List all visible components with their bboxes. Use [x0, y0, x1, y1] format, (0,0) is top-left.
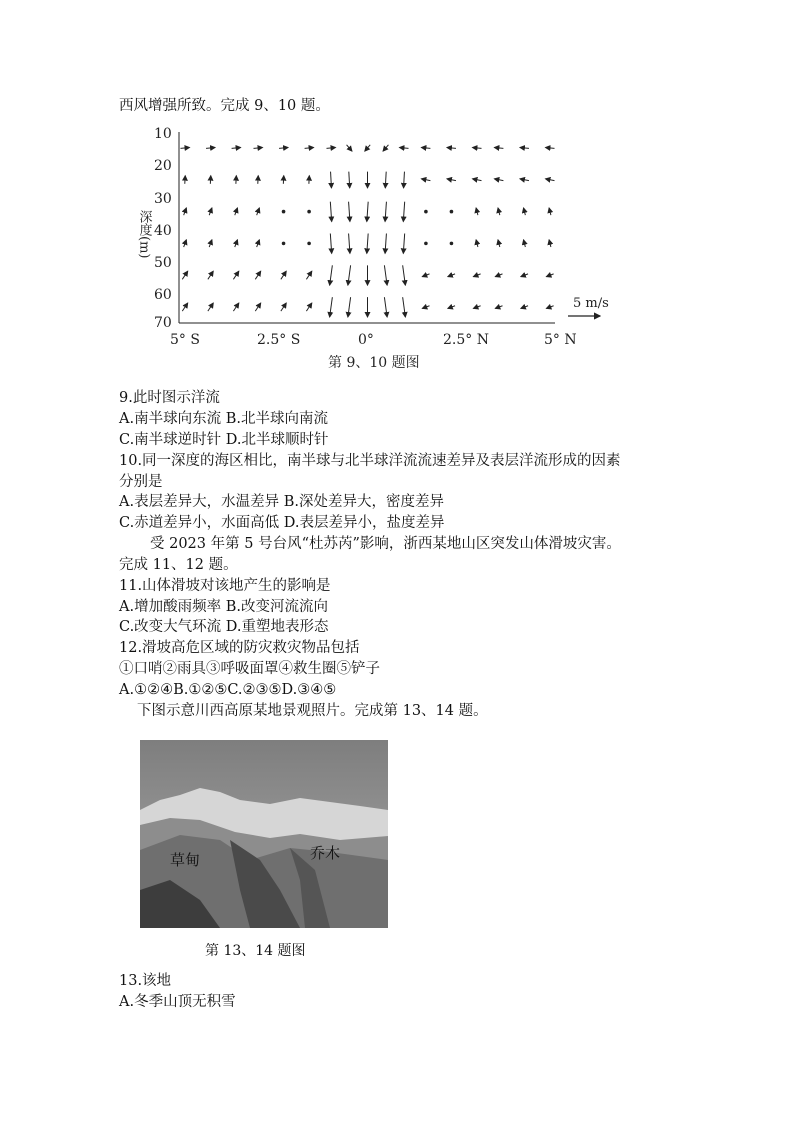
- photo-caption: 第 13、14 题图: [205, 943, 306, 959]
- vector-arrow: [422, 306, 429, 309]
- vector-arrow: [494, 179, 503, 181]
- vector-arrow: [546, 147, 555, 148]
- vector-arrow: [184, 208, 187, 215]
- vector-arrow: [327, 147, 336, 148]
- y-tick: 50: [154, 255, 172, 271]
- vector-arrow: [549, 208, 551, 215]
- landscape-photo: [140, 740, 388, 928]
- vector-arrow: [494, 147, 503, 148]
- vector-arrow: [330, 202, 331, 222]
- y-tick: 20: [154, 158, 172, 174]
- vector-arrow: [281, 271, 286, 279]
- vector-arrow: [365, 145, 370, 151]
- vector-arrow: [349, 172, 350, 188]
- vector-arrow: [235, 208, 238, 215]
- vector-arrow: [255, 271, 260, 279]
- vector-arrow: [520, 179, 529, 181]
- vector-arrow: [546, 306, 553, 309]
- vector-arrow: [347, 145, 352, 151]
- vector-arrow: [495, 306, 502, 309]
- vector-dot: [282, 242, 286, 246]
- q12-items: ①口哨②雨具③呼吸面罩④救生圈⑤铲子: [119, 661, 380, 677]
- figure-caption: 第 9、10 题图: [328, 355, 420, 371]
- q9-options-2: C.南半球逆时针 D.北半球顺时针: [119, 432, 329, 448]
- x-tick: 0°: [358, 332, 374, 348]
- vector-dot: [282, 210, 286, 214]
- vector-arrow: [403, 297, 406, 317]
- vector-arrow: [521, 274, 528, 277]
- vector-arrow: [385, 172, 386, 188]
- q12-options: A.①②④B.①②⑤C.②③⑤D.③④⑤: [119, 682, 337, 698]
- passage-typhoon: 受 2023 年第 5 号台风“杜苏芮”影响，浙西某地山区突发山体滑坡灾害。: [150, 536, 621, 552]
- vector-arrow: [254, 147, 263, 148]
- vector-dot: [307, 210, 311, 214]
- q10-stem-1: 10.同一深度的海区相比，南半球与北半球洋流流速差异及表层洋流形成的因素: [119, 453, 621, 469]
- scale-label: 5 m/s: [573, 296, 609, 311]
- vector-arrow: [404, 172, 405, 188]
- vector-arrow: [524, 240, 526, 247]
- vector-arrow: [476, 240, 478, 247]
- vector-arrow: [279, 147, 288, 148]
- y-tick: 10: [154, 126, 172, 142]
- q9-options-1: A.南半球向东流 B.北半球向南流: [119, 411, 328, 427]
- label-trees: 乔木: [310, 844, 341, 862]
- vector-arrow: [403, 234, 404, 254]
- q12-stem: 12.滑坡高危区域的防灾救灾物品包括: [119, 640, 360, 656]
- vector-dot: [307, 242, 311, 246]
- q10-options-2: C.赤道差异小，水面高低 D.表层差异小，盐度差异: [119, 515, 445, 531]
- vector-arrow: [281, 303, 286, 311]
- vector-arrow: [524, 208, 526, 215]
- vector-arrow: [447, 179, 456, 181]
- q9-stem: 9.此时图示洋流: [119, 390, 220, 406]
- vector-arrow: [473, 306, 480, 309]
- q13-option-a: A.冬季山顶无积雪: [119, 994, 236, 1010]
- vector-arrow: [403, 202, 404, 222]
- vector-arrow: [232, 147, 241, 148]
- vector-arrow: [209, 208, 212, 215]
- y-axis-label: 深度(m): [136, 210, 152, 259]
- q10-stem-2: 分别是: [119, 474, 163, 490]
- passage-plateau: 下图示意川西高原某地景观照片。完成第 13、14 题。: [137, 703, 488, 719]
- vector-arrow: [306, 303, 311, 311]
- vector-arrow: [257, 240, 260, 247]
- vector-arrow: [473, 179, 482, 181]
- vector-arrow: [383, 145, 388, 151]
- y-tick: 30: [154, 191, 172, 207]
- vector-arrow: [208, 271, 213, 279]
- vector-arrow: [521, 306, 528, 309]
- vector-arrow: [233, 303, 238, 311]
- vector-dot: [450, 242, 454, 246]
- vector-dot: [424, 242, 428, 246]
- vector-arrow: [233, 271, 238, 279]
- vector-arrow: [181, 147, 190, 148]
- vector-arrow: [384, 297, 387, 317]
- intro-line: 西风增强所致。完成 9、10 题。: [119, 98, 330, 114]
- y-tick: 40: [154, 223, 172, 239]
- vector-arrow: [473, 274, 480, 277]
- vector-arrow: [182, 303, 187, 311]
- vector-dot: [424, 210, 428, 214]
- q11-options-2: C.改变大气环流 D.重塑地表形态: [119, 619, 329, 635]
- vector-arrow: [498, 240, 500, 247]
- q13-stem: 13.该地: [119, 973, 172, 989]
- vector-arrow: [257, 208, 260, 215]
- vector-arrow: [448, 274, 455, 277]
- vector-arrow: [421, 147, 430, 148]
- vector-arrow: [182, 271, 187, 279]
- label-meadow: 草甸: [170, 851, 201, 869]
- vector-arrow: [495, 274, 502, 277]
- vector-arrow: [330, 234, 331, 254]
- vector-arrow: [546, 274, 553, 277]
- vector-arrow: [235, 240, 238, 247]
- vector-arrow: [306, 271, 311, 279]
- y-tick: 70: [154, 315, 172, 331]
- vector-arrow: [305, 147, 314, 148]
- passage-typhoon-2: 完成 11、12 题。: [119, 557, 238, 573]
- vector-arrow: [255, 303, 260, 311]
- vector-dot: [450, 210, 454, 214]
- vector-arrow: [209, 240, 212, 247]
- vector-arrow: [384, 265, 387, 285]
- vector-arrow: [349, 234, 350, 254]
- vector-arrow: [184, 240, 187, 247]
- vector-arrow: [330, 265, 333, 285]
- vector-arrow: [403, 265, 406, 285]
- vector-arrow: [208, 303, 213, 311]
- vector-arrow: [348, 297, 351, 317]
- vector-arrow: [331, 172, 332, 188]
- q11-options-1: A.增加酸雨频率 B.改变河流流向: [119, 599, 328, 615]
- vector-arrow: [520, 147, 529, 148]
- vector-arrow: [447, 147, 456, 148]
- x-tick: 5° S: [170, 332, 200, 348]
- vector-arrow: [385, 202, 386, 222]
- vector-arrow: [473, 147, 482, 148]
- vector-arrow: [330, 297, 333, 317]
- vector-arrow: [448, 306, 455, 309]
- vector-arrow: [206, 147, 215, 148]
- vector-arrow: [367, 202, 368, 222]
- vector-arrow: [476, 208, 478, 215]
- q11-stem: 11.山体滑坡对该地产生的影响是: [119, 578, 331, 594]
- vector-arrow: [421, 179, 430, 181]
- q10-options-1: A.表层差异大，水温差异 B.深处差异大，密度差异: [119, 494, 444, 510]
- ocean-current-vector-chart: [130, 122, 609, 377]
- vector-arrow: [385, 234, 386, 254]
- x-tick: 2.5° S: [257, 332, 301, 348]
- vector-arrow: [549, 240, 551, 247]
- vector-arrow: [348, 265, 351, 285]
- vector-arrow: [367, 234, 368, 254]
- vector-arrow: [349, 202, 350, 222]
- y-tick: 60: [154, 287, 172, 303]
- vector-arrow: [498, 208, 500, 215]
- vector-arrow: [546, 179, 555, 181]
- vector-arrow: [422, 274, 429, 277]
- vector-arrow: [400, 147, 409, 148]
- x-tick: 2.5° N: [443, 332, 489, 348]
- x-tick: 5° N: [544, 332, 577, 348]
